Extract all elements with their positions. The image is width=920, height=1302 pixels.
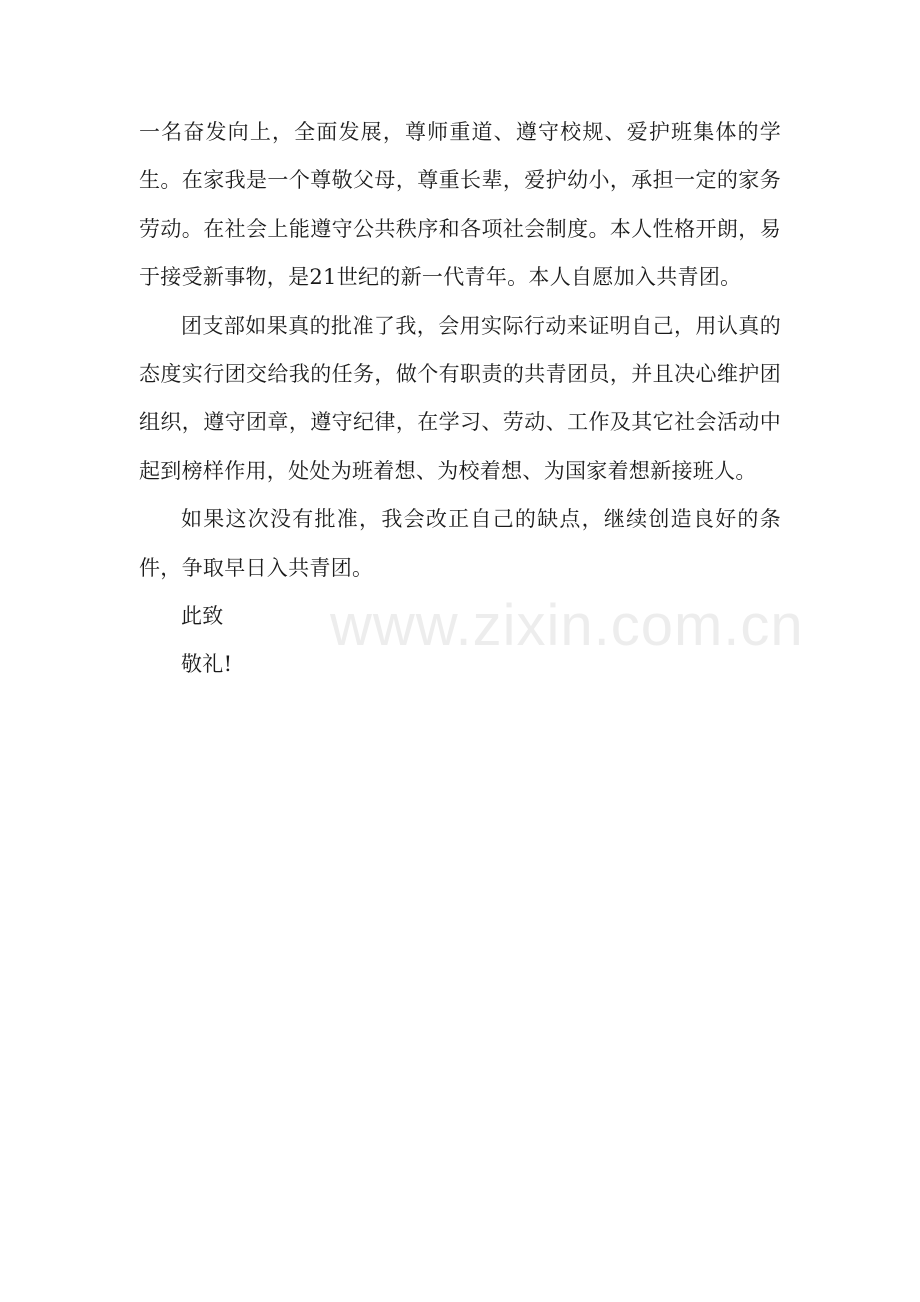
- paragraph-commitment: 团支部如果真的批准了我，会用实际行动来证明自己，用认真的态度实行团交给我的任务，做个有职责的共青团员，并且决心维护团组织，遵守团章，遵守纪律，在学习、劳动、工作及其它社会活动中起到榜样作用，处处为班着想、为校着想、为国家着想新接班人。: [139, 313, 781, 483]
- watermark: www.zixin.com.cn: [330, 593, 804, 658]
- paragraph-self-introduction: 一名奋发向上，全面发展，尊师重道、遵守校规、爱护班集体的学生。在家我是一个尊敬父母，尊重长辈，爱护幼小，承担一定的家务劳动。在社会上能遵守公共秩序和各项社会制度。本人性格开朗，易于接受新事物，是21世纪的新一代青年。本人自愿加入共青团。: [139, 120, 781, 290]
- closing-regards: 敬礼!: [181, 652, 233, 677]
- paragraph-if-not-approved: 如果这次没有批准，我会改正自己的缺点，继续创造良好的条件，争取早日入共青团。: [139, 507, 781, 580]
- closing-salutation: 此致: [181, 604, 224, 629]
